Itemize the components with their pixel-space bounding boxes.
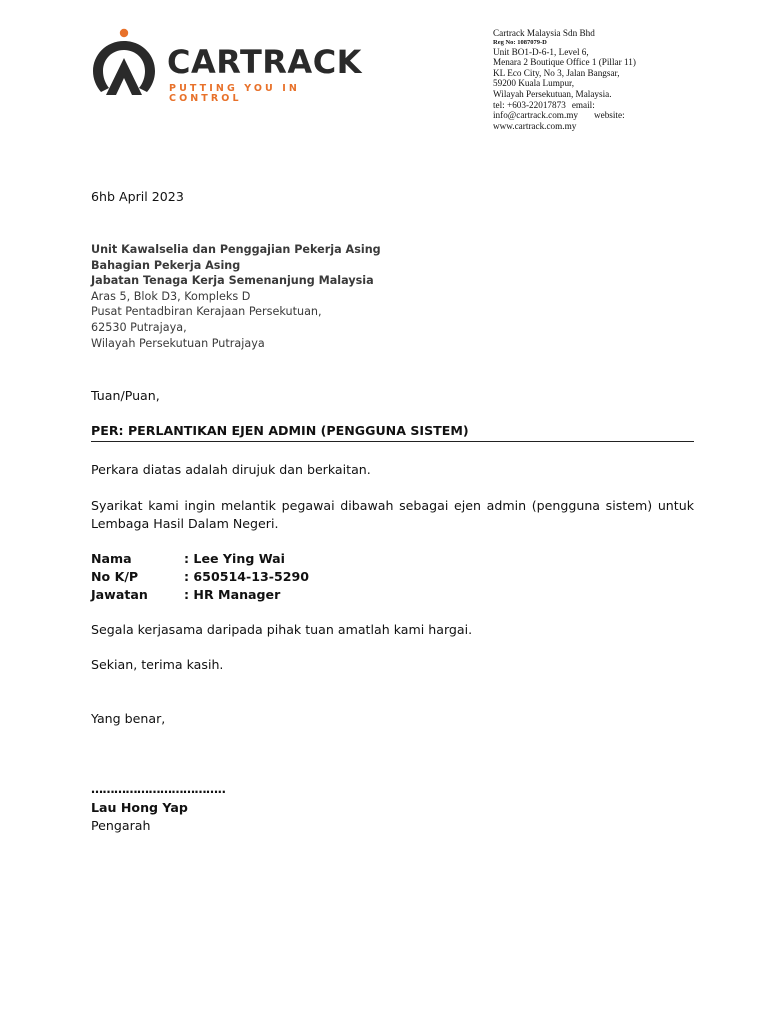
recipient-line: Pusat Pentadbiran Kerajaan Persekutuan,	[91, 305, 322, 319]
recipient-line: Aras 5, Blok D3, Kompleks D	[91, 289, 251, 303]
recipient-line: Jabatan Tenaga Kerja Semenanjung Malaysia	[91, 274, 374, 288]
company-contact-row	[493, 100, 693, 111]
salutation: Tuan/Puan,	[91, 388, 160, 403]
recipient-line: Unit Kawalselia dan Penggajian Pekerja Asing	[91, 243, 381, 256]
detail-value: : HR Manager	[184, 587, 281, 602]
company-name: Cartrack Malaysia Sdn Bhd	[493, 28, 595, 38]
company-reg-number: Reg No: 1087079-D	[493, 38, 547, 46]
signer-name: Lau Hong Yap	[91, 800, 188, 815]
recipient-line: 62530 Putrajaya,	[91, 320, 187, 334]
closing-yours: Yang benar,	[91, 711, 166, 726]
company-address-block	[493, 28, 693, 131]
paragraph-1: Perkara diatas adalah dirujuk dan berkaitan.	[91, 462, 371, 477]
detail-label: No K/P	[91, 569, 139, 584]
company-email: info@cartrack.com.my	[493, 110, 578, 121]
company-address-line: Menara 2 Boutique Office 1 (Pillar 11)	[493, 57, 636, 68]
closing-thanks: Sekian, terima kasih.	[91, 657, 224, 672]
recipient-line: Wilayah Persekutuan Putrajaya	[91, 336, 265, 350]
detail-label: Nama	[91, 551, 132, 566]
detail-row	[91, 550, 309, 568]
detail-row	[91, 568, 309, 586]
letter-subject: PER: PERLANTIKAN EJEN ADMIN (PENGGUNA SISTEM)	[91, 423, 694, 442]
paragraph-2: Syarikat kami ingin melantik pegawai dibawah sebagai ejen admin (pengguna sistem) untuk Lembaga Hasil Dalam Negeri.	[91, 498, 694, 531]
detail-label: Jawatan	[91, 587, 148, 602]
recipient-address	[91, 242, 491, 351]
paragraph-3: Segala kerjasama daripada pihak tuan amatlah kami hargai.	[91, 622, 473, 637]
company-website-label: website:	[594, 110, 625, 121]
company-website: www.cartrack.com.my	[493, 120, 577, 131]
company-tel: tel: +603-22017873	[493, 99, 566, 110]
company-address-line: 59200 Kuala Lumpur,	[493, 78, 575, 89]
brand-name: CARTRACK	[167, 43, 362, 81]
company-address-line: Wilayah Persekutuan, Malaysia.	[493, 88, 612, 99]
letter-date: 6hb April 2023	[91, 189, 184, 204]
company-email-label: email:	[571, 99, 595, 110]
detail-value: : 650514-13-5290	[184, 569, 310, 584]
recipient-line: Bahagian Pekerja Asing	[91, 258, 241, 272]
company-contact-row	[493, 110, 693, 121]
cartrack-logo	[91, 28, 371, 104]
detail-row	[91, 586, 309, 604]
signer-title: Pengarah	[91, 818, 151, 833]
detail-value: : Lee Ying Wai	[184, 551, 285, 566]
brand-tagline: PUTTING YOU IN CONTROL	[169, 83, 300, 104]
company-address-line: KL Eco City, No 3, Jalan Bangsar,	[493, 67, 620, 78]
company-address-line: Unit BO1-D-6-1, Level 6,	[493, 46, 589, 57]
cartrack-logo-icon	[91, 28, 159, 98]
signature-line: ……………………………..	[91, 782, 226, 796]
appointee-details	[91, 550, 309, 604]
